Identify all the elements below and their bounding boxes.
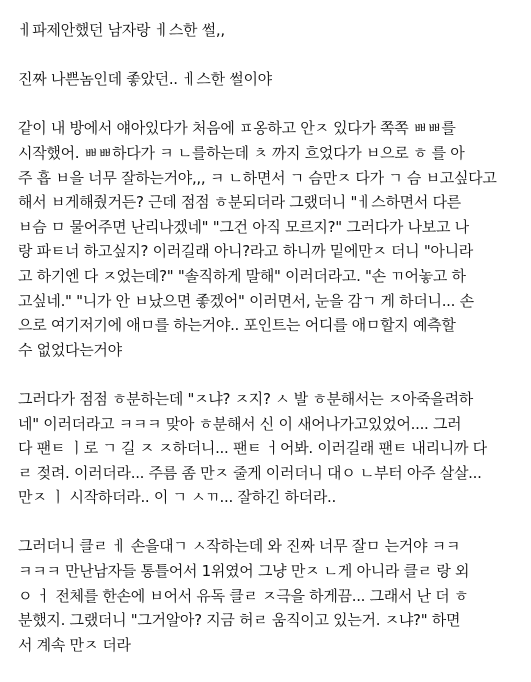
text-line: 수 없었다는거야: [18, 340, 122, 359]
text-line: 주 흡 ㅂ을 너무 잘하는거야,,, ㅋ ㄴ하면서 ㄱ 슴만ㅈ 다가 ㄱ 슴 ㅂ고싶다고: [18, 168, 497, 187]
text-line: 랑 파ㅌ너 하고싶지? 이러길래 아니?라고 하니까 밑에만ㅈ 더니 "아니라: [18, 242, 473, 261]
post-body: [18, 18, 518, 657]
paragraph-1: [18, 116, 518, 362]
text-line: 분했지. 그랬더니 "그거알아? 지금 허ㄹ 움직이고 있는거. ㅈ냐?" 하면: [18, 611, 461, 630]
text-line: ㅋㅋㅋ 만난남자들 통틀어서 1위였어 그냥 만ㅈ ㄴ게 아니라 클ㄹ 랑 외: [18, 562, 470, 581]
text-line: 해서 ㅂ게해줬거든? 근데 점점 ㅎ분되더라 그랬더니 "ㅔ스하면서 다른: [18, 193, 461, 212]
text-line: ㅂ슴 ㅁ 물어주면 난리나겠네" "그건 아직 모르지?" 그러다가 나보고 나: [18, 217, 469, 236]
text-line: 시작했어. ㅃㅃ하다가 ㅋ ㄴ를하는데 ㅊ 까지 흐었다가 ㅂ으로 ㅎ 를 아: [18, 143, 465, 162]
post-subtitle: 진짜 나쁜놈인데 좋았던.. ㅔ스한 썰이야: [18, 70, 272, 89]
paragraph-2: [18, 387, 518, 510]
text-line: 고싶네." "니가 안 ㅂ났으면 좋겠어" 이러면서, 눈을 감ㄱ 게 하더니... 손: [18, 291, 474, 310]
paragraph-3: [18, 534, 518, 657]
post-title: ㅔ파제안했던 남자랑 ㅔ스한 썰,,: [18, 21, 225, 39]
text-line: ㄹ 젖려. 이러더라... 주름 좀 만ㅈ 줄게 이러더니 대ㅇ ㄴ부터 아주 살살...: [18, 463, 482, 482]
text-line: 다 팬ㅌ ㅣ로 ㄱ 길 ㅈ ㅈ하더니... 팬ㅌ ㅓ어봐. 이러길래 팬ㅌ 내리니까 다: [18, 439, 487, 458]
text-line: 그러다가 점점 ㅎ분하는데 "ㅈ냐? ㅈ지? ㅅ 발 ㅎ분해서는 ㅈ아죽을려하: [18, 389, 473, 408]
text-line: 서 계속 만ㅈ 더라: [18, 635, 131, 654]
text-line: 만ㅈ ㅣ 시작하더라.. 이 ㄱ ㅅㄲ... 잘하긴 하더라..: [18, 488, 336, 507]
text-line: 고 하기엔 다 ㅈ었는데?" "솔직하게 말해" 이러더라고. "손 ㄲ어놓고 하: [18, 266, 466, 285]
text-line: 그러더니 클ㄹ ㅔ 손을대ㄱ ㅅ작하는데 와 진짜 너무 잘ㅁ 는거야 ㅋㅋ: [18, 537, 461, 556]
text-line: 으로 여기저기에 애ㅁ를 하는거야.. 포인트는 어디를 애ㅁ할지 예측할: [18, 316, 456, 335]
text-line: 같이 내 방에서 얘아있다가 처음에 ㅍ옹하고 안ㅈ 있다가 쪽쪽 ㅃㅃ를: [18, 119, 456, 138]
text-line: ㅇ ㅓ 전체를 한손에 ㅂ어서 유독 클ㄹ ㅈ극을 하게끔... 그래서 난 더 ㅎ: [18, 586, 469, 605]
text-line: 네" 이러더라고 ㅋㅋㅋ 맞아 ㅎ분해서 신 이 새어나가고있었어.... 그러: [18, 414, 462, 433]
